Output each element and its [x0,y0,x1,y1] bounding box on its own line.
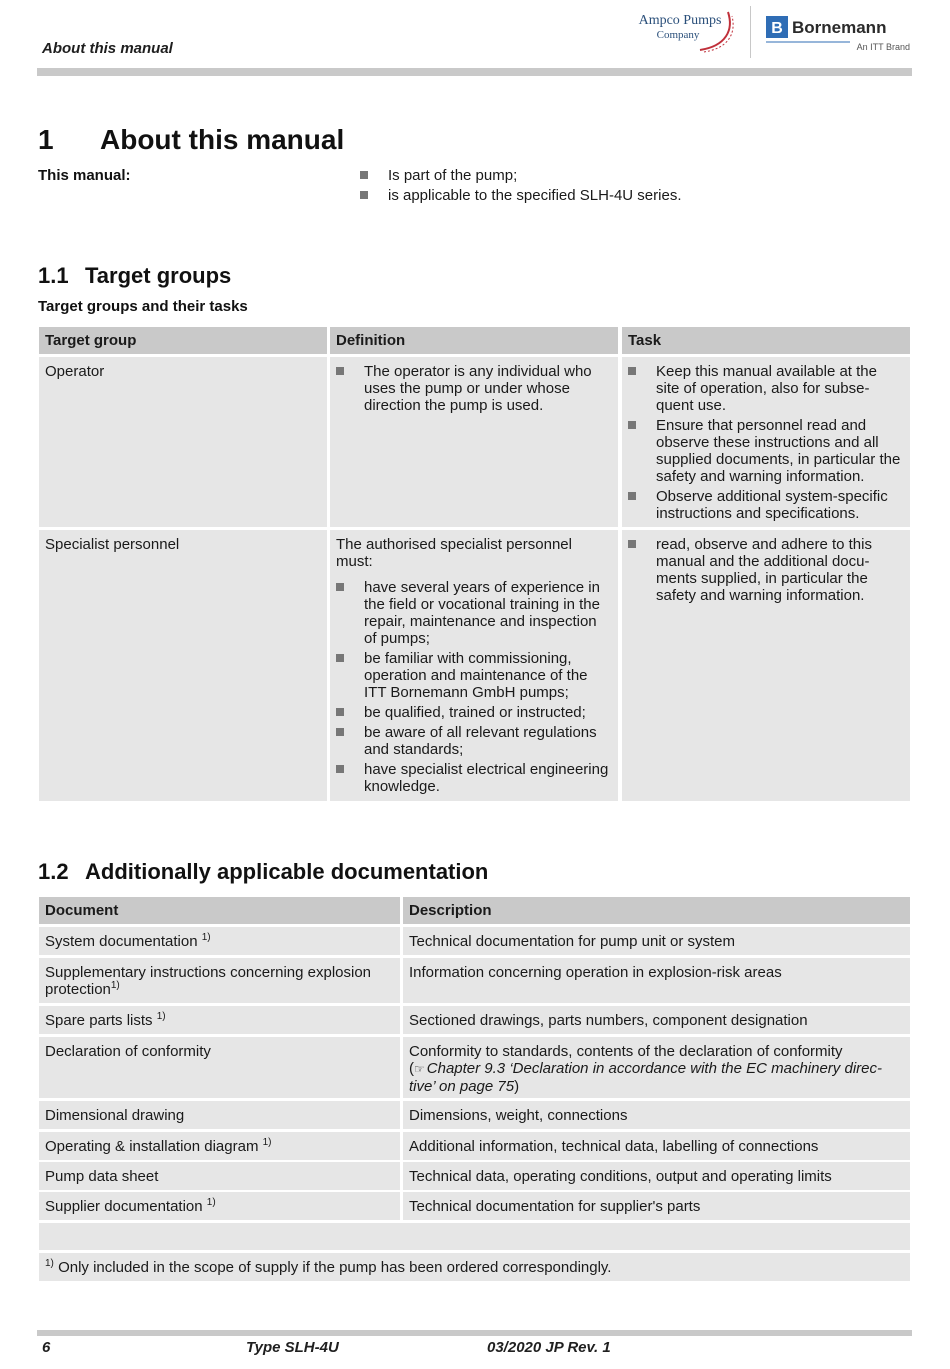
page-number: 6 [42,1339,51,1356]
document-name: System documentation [45,933,198,950]
list-item: Keep this manual available at the site of operation, also for subse-quent use. [628,363,904,414]
table-row [403,958,910,1003]
footnote-ref: 1) [156,1011,166,1022]
table-row [403,1192,910,1220]
table-row [39,927,400,955]
table-row-specialist-definition [330,530,618,801]
table-header-cell: Task [622,327,910,354]
target-group-name: Operator [45,363,105,380]
revision-info: 03/2020 JP Rev. 1 [487,1339,611,1356]
document-type: Type SLH-4U [246,1339,339,1356]
running-header: About this manual [42,40,173,57]
table-row-operator-task [622,357,910,527]
table-caption: Target groups and their tasks [38,298,248,315]
table-row [403,927,910,955]
list-item: be familiar with commissioning, operation and maintenance of the ITT Bornemann GmbH pumps; [336,650,612,701]
ampco-logo-line2: Company [656,29,700,41]
section-number: 1.2 [38,859,69,884]
list-item: is applicable to the specified SLH-4U series. [360,187,900,204]
section-title: Additionally applicable documentation [85,859,489,884]
chapter-title: About this manual [100,124,345,155]
section-number: 1.1 [38,263,69,288]
document-description: Technical documentation for supplier's parts [409,1198,701,1215]
ampco-pumps-logo [630,8,742,58]
footnote-ref: 1) [201,932,211,943]
section-heading-target-groups [38,263,231,289]
table-row [403,1006,910,1034]
table-row [39,1162,400,1190]
table-header-cell: Description [403,897,910,924]
document-description: Technical documentation for pump unit or system [409,933,735,950]
table-row [39,1132,400,1160]
document-description: Technical data, operating conditions, output and operating limits [409,1168,832,1185]
table-row [39,1101,400,1129]
list-item: read, observe and adhere to this manual and the additional docu-ments supplied, in particular the safety and warning information. [628,536,904,604]
section-heading-documentation [38,859,488,885]
table-row [39,1006,400,1034]
list-item: Is part of the pump; [360,167,900,184]
table-row [39,1192,400,1220]
list-item: Observe additional system-specific instructions and specifications. [628,488,904,522]
chapter-link[interactable]: Chapter 9.3 ‘Declaration in accordance with the EC machinery direc-tive’ on page 75 [409,1060,882,1095]
table-header-cell: Definition [330,327,618,354]
this-manual-label: This manual: [38,167,131,184]
table-row [403,1162,910,1190]
table-header-cell: Document [39,897,400,924]
footer-rule [37,1330,912,1336]
itt-brand-text: An ITT Brand [856,42,910,52]
document-description: Dimensions, weight, connections [409,1107,628,1124]
list-item: The operator is any individual who uses the pump or under whose direction the pump is used. [336,363,612,414]
footnote-ref: 1) [206,1197,216,1208]
this-manual-list [360,167,900,207]
document-name: Spare parts lists [45,1012,153,1029]
header-rule [37,68,912,76]
list-item: have specialist electrical engineering knowledge. [336,761,612,795]
footnote-ref: 1) [110,980,120,991]
table-spacer-row [39,1223,910,1250]
table-row-operator-definition [330,357,618,527]
document-description: Additional information, technical data, labelling of connections [409,1138,819,1155]
document-description: Information concerning operation in explosion-risk areas [409,964,782,981]
table-row [403,1101,910,1129]
list-item: be qualified, trained or instructed; [336,704,612,721]
chapter-heading [38,124,344,156]
list-item: have several years of experience in the field or vocational training in the repair, maintenance and inspection of pumps; [336,579,612,647]
definition-intro: The authorised specialist personnel must: [336,536,572,570]
document-name: Declaration of conformity [45,1043,211,1060]
document-name: Operating & installation diagram [45,1138,259,1155]
cross-reference-icon: ☞ [414,1062,425,1076]
document-name: Dimensional drawing [45,1107,185,1124]
logo-divider [750,6,751,58]
list-item: be aware of all relevant regulations and standards; [336,724,612,758]
list-item: Ensure that personnel read and observe these instructions and all supplied documents, in particular the safety and warning information. [628,417,904,485]
section-title: Target groups [85,263,232,288]
target-group-name: Specialist personnel [45,536,180,553]
document-description: Sectioned drawings, parts numbers, component designation [409,1012,808,1029]
table-row-specialist-group [39,530,327,801]
bornemann-logo [764,10,914,56]
document-description: Conformity to standards, contents of the declaration of conformity [409,1043,843,1060]
ampco-logo-line1: Ampco Pumps [638,13,722,28]
chapter-number: 1 [38,124,54,155]
table-row-operator-group [39,357,327,527]
table-row-specialist-task [622,530,910,801]
svg-text:B: B [771,20,783,37]
bornemann-logo-text: Bornemann [792,18,887,37]
footnote-text: Only included in the scope of supply if the pump has been ordered correspondingly. [58,1259,612,1276]
document-name: Pump data sheet [45,1168,159,1185]
table-footnote-row [39,1253,910,1281]
document-name: Supplier documentation [45,1198,203,1215]
document-name: Supplementary instructions concerning explosion protection [45,964,372,998]
table-row [403,1132,910,1160]
table-row: Conformity to standards, contents of the declaration of conformity (☞ Chapter 9.3 ‘Declaration in accordance with the EC machinery direc-tive’ on page 75) [403,1037,910,1098]
footnote-ref: 1) [262,1137,272,1148]
table-header-cell: Target group [39,327,327,354]
table-row [39,958,400,1003]
table-row [39,1037,400,1098]
footnote-mark: 1) [45,1258,54,1269]
